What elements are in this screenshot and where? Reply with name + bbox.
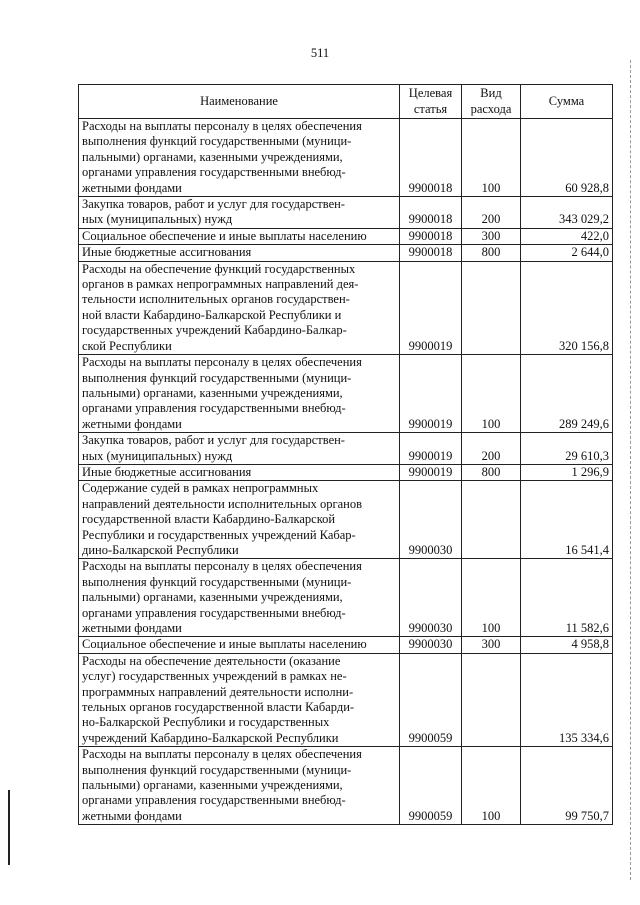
header-target-article: Целевая статья xyxy=(400,85,462,119)
cell-name: Расходы на обеспечение деятельности (оказание услуг) государственных учреждений в рамках не- программных направлений деятельности исполни- тельных органов государственной власти Кабарди- но-Балкарской Республики и государственных учреждений Кабардино-Балкарской Республики xyxy=(79,653,400,746)
cell-target-article: 9900030 xyxy=(400,637,462,653)
cell-target-article: 9900059 xyxy=(400,653,462,746)
cell-target-article: 9900018 xyxy=(400,197,462,229)
table-row xyxy=(79,261,613,354)
cell-target-article: 9900019 xyxy=(400,433,462,465)
table-row xyxy=(79,559,613,637)
cell-sum: 422,0 xyxy=(521,228,613,244)
budget-table xyxy=(78,84,613,825)
cell-target-article: 9900019 xyxy=(400,464,462,480)
cell-expense-type: 800 xyxy=(462,464,521,480)
cell-target-article: 9900018 xyxy=(400,119,462,197)
cell-expense-type: 200 xyxy=(462,433,521,465)
cell-expense-type: 300 xyxy=(462,228,521,244)
cell-expense-type: 300 xyxy=(462,637,521,653)
table-row xyxy=(79,464,613,480)
header-name: Наименование xyxy=(79,85,400,119)
cell-expense-type: 100 xyxy=(462,119,521,197)
cell-sum: 289 249,6 xyxy=(521,355,613,433)
table-row xyxy=(79,747,613,825)
cell-sum: 11 582,6 xyxy=(521,559,613,637)
cell-name: Расходы на выплаты персоналу в целях обеспечения выполнения функций государственными (муници- пальными) органами, казенными учреждениями, органами управления государственными внебюд- жетными фондами xyxy=(79,355,400,433)
cell-sum: 1 296,9 xyxy=(521,464,613,480)
cell-name: Социальное обеспечение и иные выплаты населению xyxy=(79,228,400,244)
cell-sum: 99 750,7 xyxy=(521,747,613,825)
cell-target-article: 9900019 xyxy=(400,261,462,354)
cell-sum: 60 928,8 xyxy=(521,119,613,197)
header-sum: Сумма xyxy=(521,85,613,119)
cell-sum: 343 029,2 xyxy=(521,197,613,229)
scan-edge-mark xyxy=(630,60,632,880)
cell-expense-type xyxy=(462,481,521,559)
cell-sum: 29 610,3 xyxy=(521,433,613,465)
cell-target-article: 9900059 xyxy=(400,747,462,825)
cell-name: Содержание судей в рамках непрограммных направлений деятельности исполнительных органов государственной власти Кабардино-Балкарской Республики и государственных учреждений Кабар- дино-Балкарской Республики xyxy=(79,481,400,559)
table-row xyxy=(79,228,613,244)
cell-expense-type: 100 xyxy=(462,747,521,825)
cell-expense-type xyxy=(462,261,521,354)
cell-name: Расходы на выплаты персоналу в целях обеспечения выполнения функций государственными (муници- пальными) органами, казенными учреждениями, органами управления государственными внебюд- жетными фондами xyxy=(79,747,400,825)
header-expense-type: Вид расхода xyxy=(462,85,521,119)
cell-expense-type: 100 xyxy=(462,559,521,637)
table-row xyxy=(79,355,613,433)
cell-name: Расходы на выплаты персоналу в целях обеспечения выполнения функций государственными (муници- пальными) органами, казенными учреждениями, органами управления государственными внебюд- жетными фондами xyxy=(79,119,400,197)
table-row xyxy=(79,433,613,465)
table-row xyxy=(79,481,613,559)
cell-sum: 16 541,4 xyxy=(521,481,613,559)
cell-name: Иные бюджетные ассигнования xyxy=(79,464,400,480)
cell-name: Расходы на выплаты персоналу в целях обеспечения выполнения функций государственными (муници- пальными) органами, казенными учреждениями, органами управления государственными внебюд- жетными фондами xyxy=(79,559,400,637)
cell-sum: 2 644,0 xyxy=(521,245,613,261)
table-row xyxy=(79,245,613,261)
page-number: 511 xyxy=(310,46,330,60)
table-body xyxy=(79,119,613,825)
table-header-row xyxy=(79,85,613,119)
cell-name: Иные бюджетные ассигнования xyxy=(79,245,400,261)
cell-name: Закупка товаров, работ и услуг для государствен- ных (муниципальных) нужд xyxy=(79,433,400,465)
cell-target-article: 9900018 xyxy=(400,228,462,244)
cell-expense-type: 200 xyxy=(462,197,521,229)
cell-target-article: 9900019 xyxy=(400,355,462,433)
margin-mark xyxy=(8,790,10,865)
cell-expense-type: 100 xyxy=(462,355,521,433)
table-row xyxy=(79,119,613,197)
cell-sum: 135 334,6 xyxy=(521,653,613,746)
cell-expense-type xyxy=(462,653,521,746)
table-row xyxy=(79,637,613,653)
cell-target-article: 9900018 xyxy=(400,245,462,261)
cell-expense-type: 800 xyxy=(462,245,521,261)
table-row xyxy=(79,653,613,746)
cell-name: Социальное обеспечение и иные выплаты населению xyxy=(79,637,400,653)
cell-target-article: 9900030 xyxy=(400,481,462,559)
cell-name: Расходы на обеспечение функций государственных органов в рамках непрограммных направлений дея- тельности исполнительных органов государствен- ной власти Кабардино-Балкарской Республики и государственных учреждений Кабардино-Балкар- ской Республики xyxy=(79,261,400,354)
cell-sum: 320 156,8 xyxy=(521,261,613,354)
cell-sum: 4 958,8 xyxy=(521,637,613,653)
table-row xyxy=(79,197,613,229)
cell-name: Закупка товаров, работ и услуг для государствен- ных (муниципальных) нужд xyxy=(79,197,400,229)
cell-target-article: 9900030 xyxy=(400,559,462,637)
